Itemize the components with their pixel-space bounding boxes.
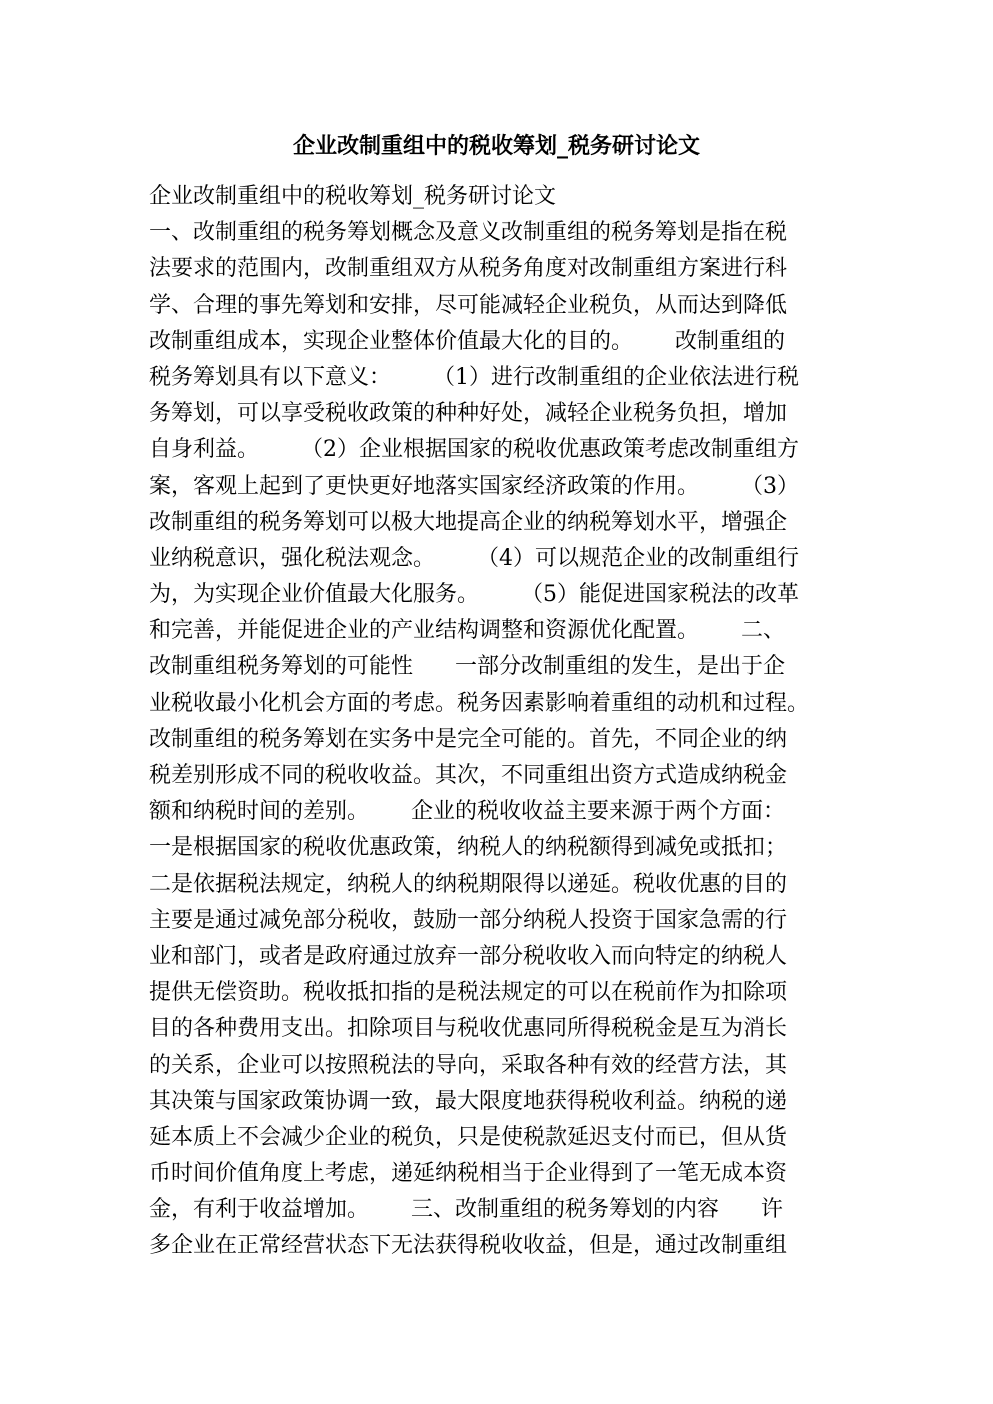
body-line: 税务筹划具有以下意义： （1）进行改制重组的企业依法进行税 bbox=[149, 364, 799, 390]
body-line: 和完善，并能促进企业的产业结构调整和资源优化配置。 二、 bbox=[149, 618, 785, 644]
body-line: 改制重组税务筹划的可能性 一部分改制重组的发生，是出于企 bbox=[149, 654, 785, 680]
body-line: 币时间价值角度上考虑，递延纳税相当于企业得到了一笔无成本资 bbox=[149, 1161, 788, 1187]
document-body bbox=[149, 179, 839, 1265]
body-line: 提供无偿资助。税收抵扣指的是税法规定的可以在税前作为扣除项 bbox=[149, 980, 788, 1006]
body-line: 额和纳税时间的差别。 企业的税收收益主要来源于两个方面： bbox=[149, 799, 785, 825]
body-line: 一是根据国家的税收优惠政策，纳税人的纳税额得到减免或抵扣； bbox=[149, 835, 788, 861]
body-line: 改制重组的税务筹划在实务中是完全可能的。首先，不同企业的纳 bbox=[149, 726, 788, 752]
body-line: 的关系，企业可以按照税法的导向，采取各种有效的经营方法，其 bbox=[149, 1052, 788, 1078]
body-line: 目的各种费用支出。扣除项目与税收优惠同所得税税金是互为消长 bbox=[149, 1016, 788, 1042]
body-line: 改制重组的税务筹划可以极大地提高企业的纳税筹划水平，增强企 bbox=[149, 509, 788, 535]
body-line: 自身利益。 （2）企业根据国家的税收优惠政策考虑改制重组方 bbox=[149, 437, 799, 463]
body-line: 延本质上不会减少企业的税负，只是使税款延迟支付而已，但从货 bbox=[149, 1124, 788, 1150]
body-line: 为，为实现企业价值最大化服务。 （5）能促进国家税法的改革 bbox=[149, 582, 799, 608]
body-line: 金，有利于收益增加。 三、改制重组的税务筹划的内容 许 bbox=[149, 1197, 783, 1223]
body-line: 务筹划，可以享受税收政策的种种好处，减轻企业税务负担，增加 bbox=[149, 401, 788, 427]
body-line: 多企业在正常经营状态下无法获得税收收益，但是，通过改制重组 bbox=[149, 1233, 788, 1259]
body-line: 企业改制重组中的税收筹划_税务研讨论文 bbox=[149, 184, 557, 209]
body-line: 税差别形成不同的税收收益。其次，不同重组出资方式造成纳税金 bbox=[149, 763, 788, 788]
body-line: 主要是通过减免部分税收，鼓励一部分纳税人投资于国家急需的行 bbox=[149, 907, 788, 933]
document-title: 企业改制重组中的税收筹划_税务研讨论文 bbox=[292, 133, 700, 159]
body-line: 一、改制重组的税务筹划概念及意义改制重组的税务筹划是指在税 bbox=[149, 220, 788, 246]
body-line: 业税收最小化机会方面的考虑。税务因素影响着重组的动机和过程。 bbox=[149, 690, 810, 716]
body-line: 业和部门，或者是政府通过放弃一部分税收收入而向特定的纳税人 bbox=[149, 943, 788, 969]
body-line: 案，客观上起到了更快更好地落实国家经济政策的作用。 （3） bbox=[149, 473, 799, 499]
body-line: 二是依据税法规定，纳税人的纳税期限得以递延。税收优惠的目的 bbox=[149, 871, 788, 897]
body-line: 其决策与国家政策协调一致，最大限度地获得税收利益。纳税的递 bbox=[149, 1088, 788, 1114]
body-line: 学、合理的事先筹划和安排，尽可能减轻企业税负，从而达到降低 bbox=[149, 292, 788, 318]
body-line: 业纳税意识，强化税法观念。 （4）可以规范企业的改制重组行 bbox=[149, 545, 799, 571]
body-line: 法要求的范围内，改制重组双方从税务角度对改制重组方案进行科 bbox=[149, 256, 788, 282]
body-line: 改制重组成本，实现企业整体价值最大化的目的。 改制重组的 bbox=[149, 328, 785, 354]
